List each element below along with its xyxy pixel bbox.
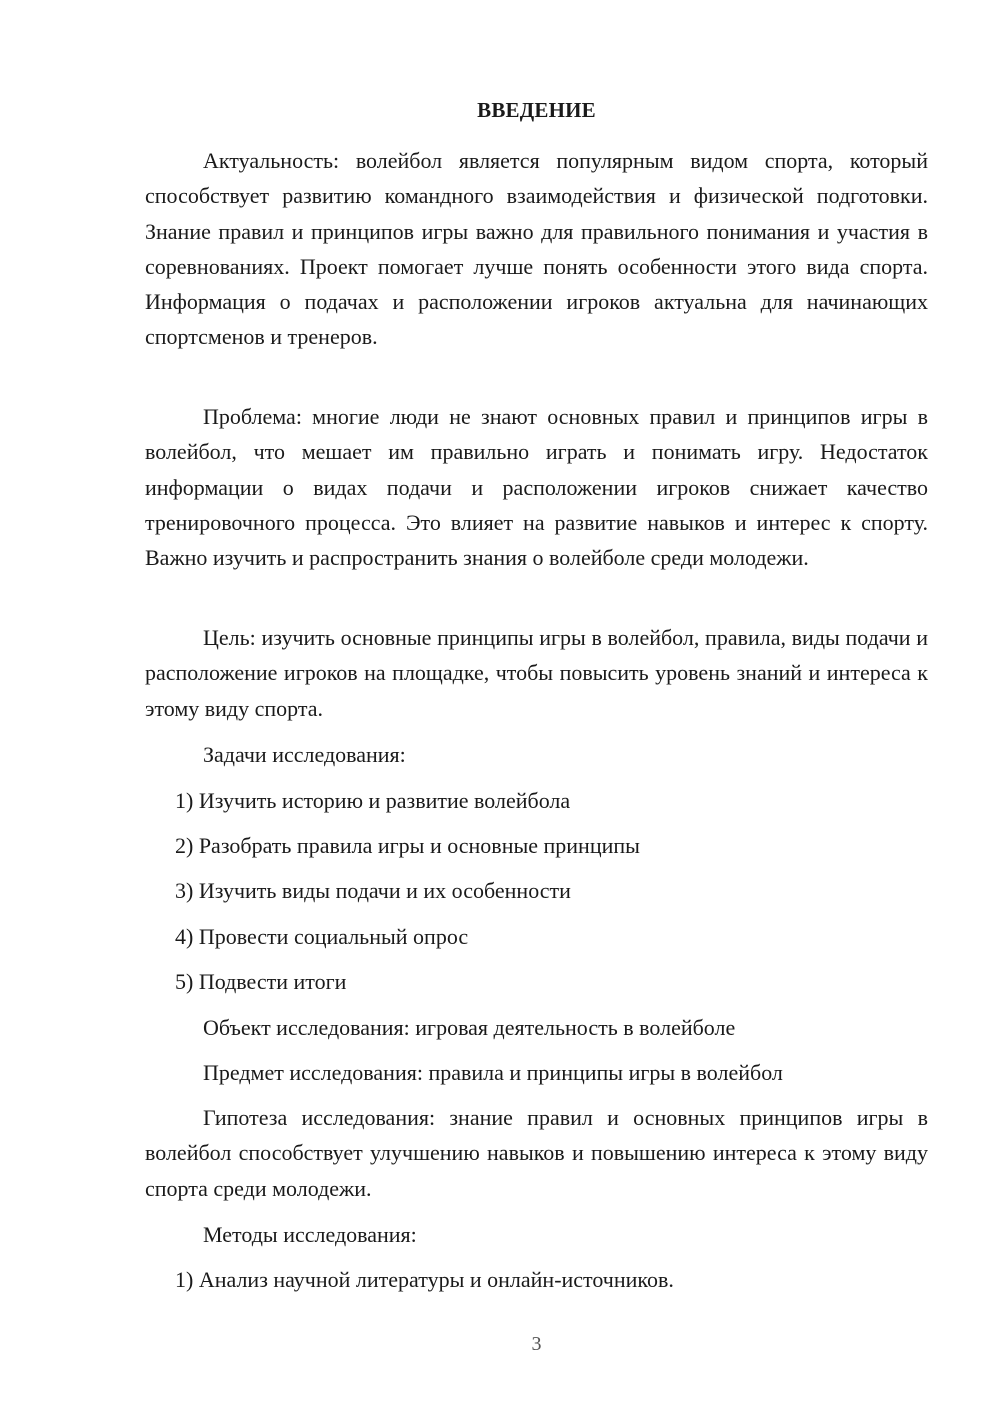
page-title: ВВЕДЕНИЕ <box>477 98 596 122</box>
problem-paragraph: Проблема: многие люди не знают основных правил и принципов игры в волейбол, что мешает им правильно играть и понимать игру. Недостаток информации о видах подачи и расположении игроков снижает качество тренировочного процесса. Это влияет на развитие навыков и интерес к спорту. Важно изучить и распространить знания о волейболе среди молодежи. <box>145 404 928 571</box>
task-item-4: 4) Провести социальный опрос <box>175 924 469 949</box>
hypothesis-paragraph: Гипотеза исследования: знание правил и основных принципов игры в волейбол способствует улучшению навыков и повышению интереса к этому виду спорта среди молодежи. <box>145 1105 928 1201</box>
relevance-paragraph: Актуальность: волейбол является популярным видом спорта, который способствует развитию командного взаимодействия и физической подготовки. Знание правил и принципов игры важно для правильного понимания и участия в соревнованиях. Проект помогает лучше понять особенности этого вида спорта. Информация о подачах и расположении игроков актуальна для начинающих спортсменов и тренеров. <box>145 148 928 350</box>
page-number: 3 <box>531 1333 542 1355</box>
research-subject: Предмет исследования: правила и принципы игры в волейбол <box>203 1060 783 1085</box>
task-item-3: 3) Изучить виды подачи и их особенности <box>175 878 571 903</box>
research-object: Объект исследования: игровая деятельность в волейболе <box>203 1015 736 1040</box>
task-item-1: 1) Изучить историю и развитие волейбола <box>175 788 571 813</box>
tasks-heading: Задачи исследования: <box>203 742 406 767</box>
task-item-2: 2) Разобрать правила игры и основные принципы <box>175 833 640 858</box>
methods-heading: Методы исследования: <box>203 1222 417 1247</box>
task-item-5: 5) Подвести итоги <box>175 969 347 994</box>
goal-paragraph: Цель: изучить основные принципы игры в волейбол, правила, виды подачи и расположение игроков на площадке, чтобы повысить уровень знаний и интереса к этому виду спорта. <box>145 625 928 721</box>
method-item-1: 1) Анализ научной литературы и онлайн-источников. <box>175 1267 674 1292</box>
